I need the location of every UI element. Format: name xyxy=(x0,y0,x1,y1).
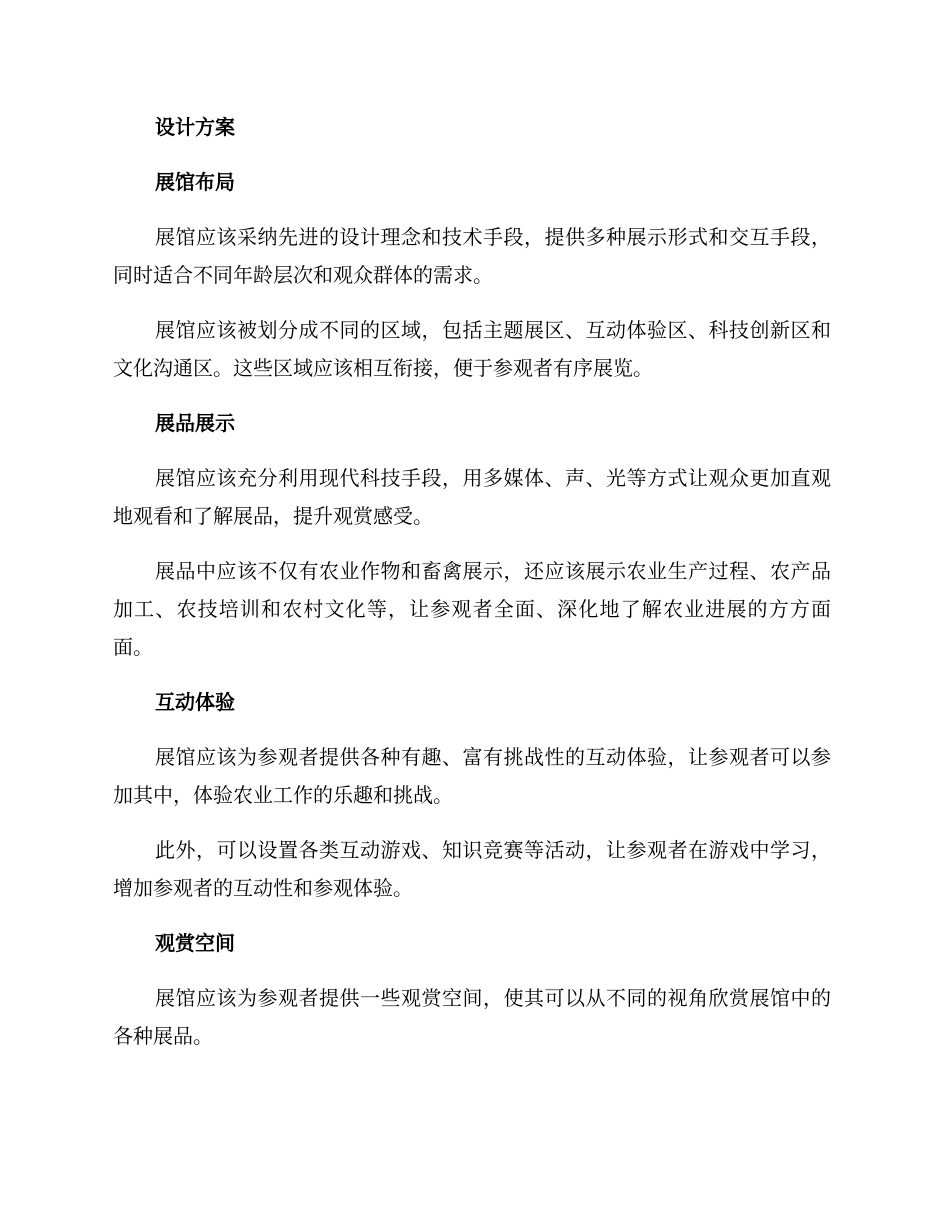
paragraph: 展馆应该被划分成不同的区域，包括主题展区、互动体验区、科技创新区和文化沟通区。这些区域应该相互衔接，便于参观者有序展览。 xyxy=(113,318,831,380)
paragraph: 展品中应该不仅有农业作物和畜禽展示，还应该展示农业生产过程、农产品加工、农技培训和农村文化等，让参观者全面、深化地了解农业进展的方方面面。 xyxy=(113,559,831,659)
document-page xyxy=(113,108,831,1055)
section-heading-exhibits: 展品展示 xyxy=(155,411,235,435)
paragraph: 展馆应该为参观者提供一些观赏空间，使其可以从不同的视角欣赏展馆中的各种展品。 xyxy=(113,986,831,1048)
spacer xyxy=(113,201,831,218)
spacer xyxy=(113,442,831,459)
spacer xyxy=(113,721,831,738)
document-title: 设计方案 xyxy=(155,115,235,139)
spacer xyxy=(113,535,831,552)
spacer xyxy=(113,146,831,163)
paragraph: 展馆应该充分利用现代科技手段，用多媒体、声、光等方式让观众更加直观地观看和了解展品，提升观赏感受。 xyxy=(113,466,831,528)
spacer xyxy=(113,387,831,404)
spacer xyxy=(113,962,831,979)
spacer xyxy=(113,907,831,924)
paragraph: 此外，可以设置各类互动游戏、知识竞赛等活动，让参观者在游戏中学习，增加参观者的互动性和参观体验。 xyxy=(113,838,831,900)
paragraph: 展馆应该采纳先进的设计理念和技术手段，提供多种展示形式和交互手段，同时适合不同年龄层次和观众群体的需求。 xyxy=(113,225,831,287)
paragraph: 展馆应该为参观者提供各种有趣、富有挑战性的互动体验，让参观者可以参加其中，体验农业工作的乐趣和挑战。 xyxy=(113,745,831,807)
section-heading-layout: 展馆布局 xyxy=(155,170,235,194)
spacer xyxy=(113,666,831,683)
section-heading-interaction: 互动体验 xyxy=(155,690,235,714)
section-heading-viewing-space: 观赏空间 xyxy=(155,931,235,955)
spacer xyxy=(113,294,831,311)
spacer xyxy=(113,814,831,831)
